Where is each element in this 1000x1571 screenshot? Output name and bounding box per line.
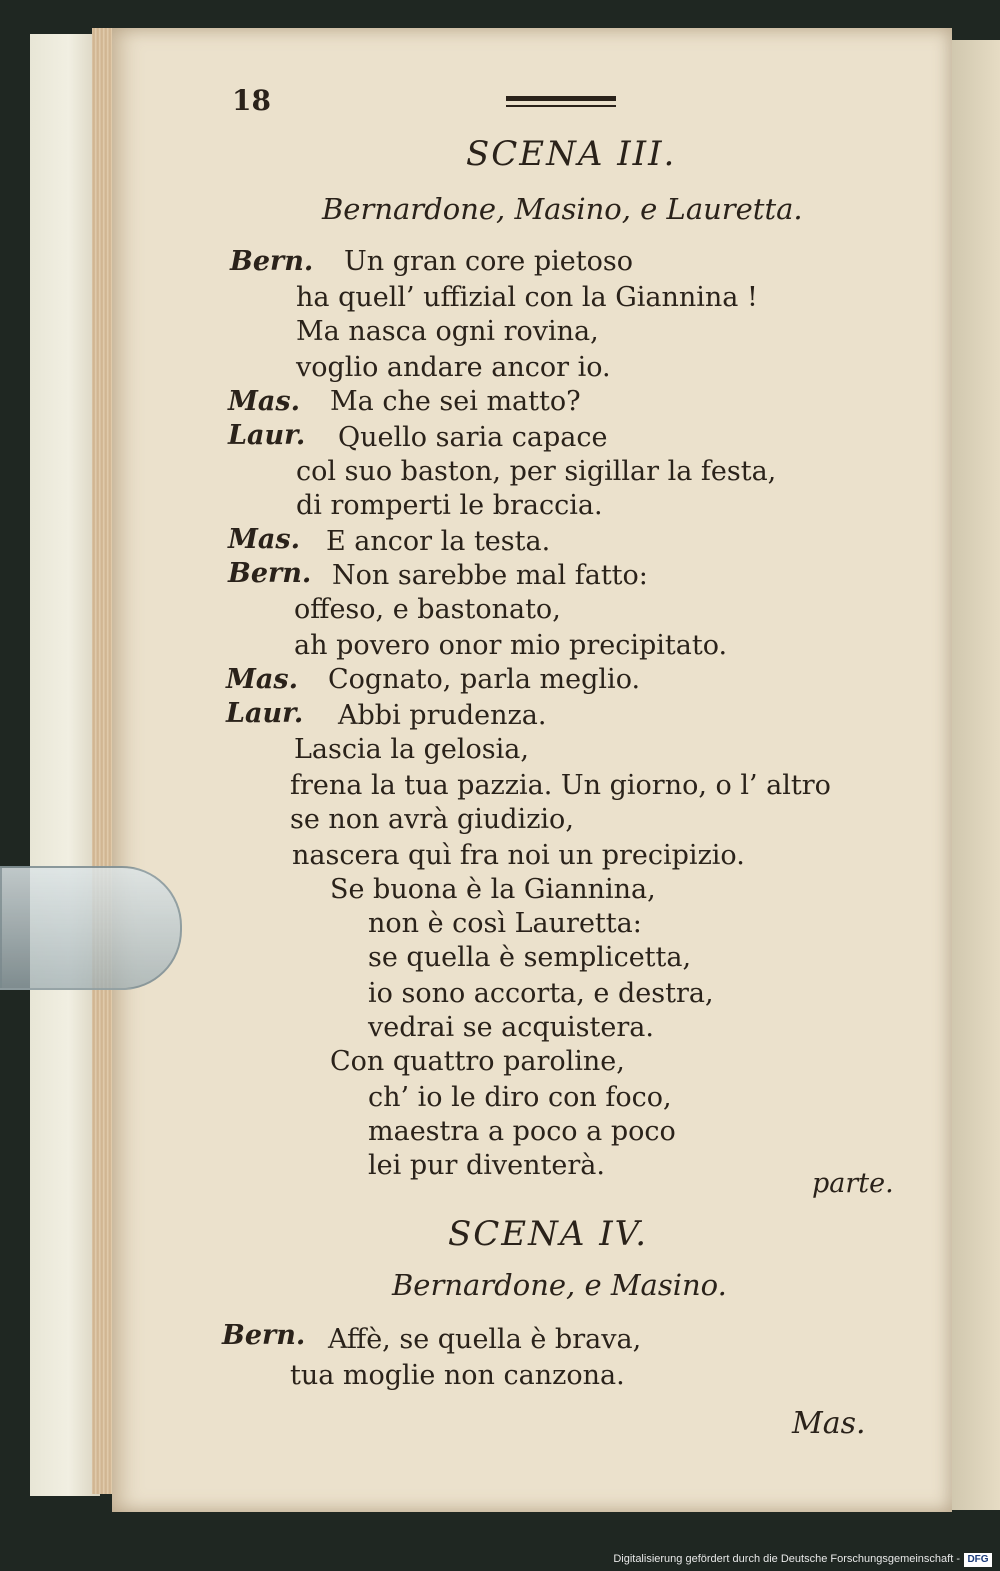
verse-line: frena la tua pazzia. Un giorno, o l’ altro — [290, 770, 831, 801]
verse-line: Non sarebbe mal fatto: — [332, 560, 648, 591]
verse-line: Abbi prudenza. — [338, 700, 547, 731]
verse-line: Ma nasca ogni rovina, — [296, 316, 599, 347]
verse-line: Lascia la gelosia, — [294, 734, 529, 765]
page-number: 18 — [232, 84, 271, 117]
header-rule — [506, 96, 616, 101]
verse-line: ha quell’ uffizial con la Giannina ! — [296, 282, 758, 313]
digitization-credit: Digitalisierung gefördert durch die Deutsche Forschungsgemeinschaft - — [613, 1553, 960, 1565]
scene-3-cast: Bernardone, Masino, e Lauretta. — [322, 192, 803, 226]
verse-line: Affè, se quella è brava, — [328, 1324, 642, 1355]
speaker-label: Laur. — [226, 698, 304, 729]
verse-line: nascera quì fra noi un precipizio. — [292, 840, 745, 871]
aria-line: Se buona è la Giannina, — [330, 874, 656, 905]
verse-line: se non avrà giudizio, — [290, 804, 574, 835]
aria-line: maestra a poco a poco — [368, 1116, 676, 1147]
verse-line: Cognato, parla meglio. — [328, 664, 641, 695]
aria-line: lei pur diventerà. — [368, 1150, 605, 1181]
verse-line: col suo baston, per sigillar la festa, — [296, 456, 777, 487]
scene-4-cast: Bernardone, e Masino. — [392, 1268, 727, 1302]
verse-line: voglio andare ancor io. — [296, 352, 611, 383]
speaker-label: Mas. — [226, 664, 298, 695]
verse-line: ah povero onor mio precipitato. — [294, 630, 728, 661]
verse-line: E ancor la testa. — [326, 526, 551, 557]
speaker-label: Mas. — [228, 524, 300, 555]
aria-line: ch’ io le diro con foco, — [368, 1082, 672, 1113]
verse-line: Un gran core pietoso — [344, 246, 633, 277]
right-page-edge — [948, 40, 1000, 1510]
header-rule-thin — [506, 105, 616, 107]
speaker-label: Mas. — [228, 386, 300, 417]
aria-line: io sono accorta, e destra, — [368, 978, 714, 1009]
verse-line: offeso, e bastonato, — [294, 594, 561, 625]
dfg-logo: DFG — [964, 1553, 992, 1567]
scene-4-heading: SCENA IV. — [448, 1214, 649, 1254]
catchword: Mas. — [792, 1406, 866, 1441]
aria-line: Con quattro paroline, — [330, 1046, 625, 1077]
aria-line: vedrai se acquistera. — [368, 1012, 654, 1043]
page-clip — [0, 866, 182, 990]
speaker-label: Bern. — [228, 558, 312, 589]
verse-line: tua moglie non canzona. — [290, 1360, 625, 1391]
left-book-edge — [30, 34, 100, 1496]
aria-line: non è così Lauretta: — [368, 908, 642, 939]
aria-line: se quella è semplicetta, — [368, 942, 692, 973]
stage-direction: parte. — [812, 1168, 894, 1199]
scene-3-heading: SCENA III. — [466, 134, 677, 174]
verse-line: Ma che sei matto? — [330, 386, 581, 417]
verse-line: Quello saria capace — [338, 422, 608, 453]
speaker-label: Bern. — [230, 246, 314, 277]
speaker-label: Laur. — [228, 420, 306, 451]
speaker-label: Bern. — [222, 1320, 306, 1351]
verse-line: di romperti le braccia. — [296, 490, 603, 521]
